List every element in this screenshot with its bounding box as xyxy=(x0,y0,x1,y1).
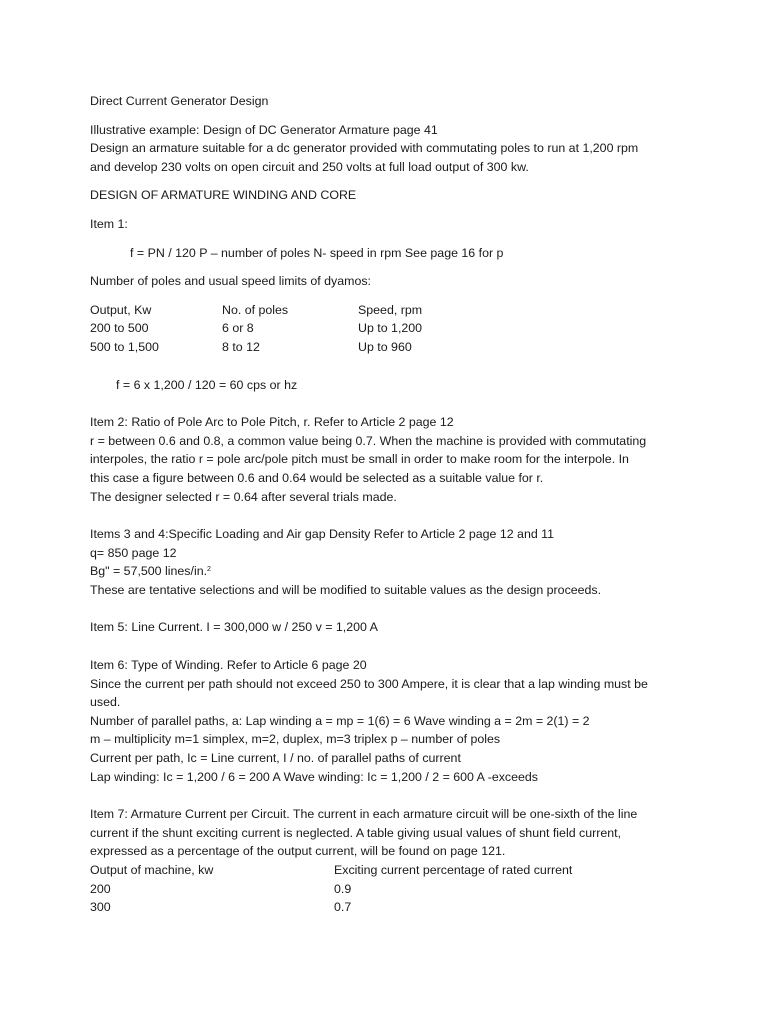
excitation-col-percent: Exciting current percentage of rated current xyxy=(334,863,573,877)
item6-line: Number of parallel paths, a: Lap winding a = mp = 1(6) = 6 Wave winding a = 2m = 2(1) = 2 xyxy=(90,713,590,728)
item5-line: Item 5: Line Current. I = 300,000 w / 250 v = 1,200 A xyxy=(90,620,378,635)
item6-line: Lap winding: Ic = 1,200 / 6 = 200 A Wave winding: Ic = 1,200 / 2 = 600 A -exceeds xyxy=(90,769,538,784)
item6-line: used. xyxy=(90,695,121,710)
poles-cell-speed: Up to 1,200 xyxy=(358,321,423,336)
excitation-table-header xyxy=(90,861,690,880)
poles-table-row xyxy=(90,338,690,357)
item2-line: The designer selected r = 0.64 after several trials made. xyxy=(90,489,397,504)
poles-col-speed: Speed, rpm xyxy=(358,302,423,317)
item3-heading: Items 3 and 4:Specific Loading and Air gap Density Refer to Article 2 page 12 and 11 xyxy=(90,527,555,542)
poles-table-intro: Number of poles and usual speed limits of dyamos: xyxy=(90,274,371,289)
poles-table-row xyxy=(90,319,690,338)
poles-cell-output: 500 to 1,500 xyxy=(90,339,159,354)
section-heading: DESIGN OF ARMATURE WINDING AND CORE xyxy=(90,188,357,203)
intro-line-1: Design an armature suitable for a dc generator provided with commutating poles to run at 1,200 rpm xyxy=(90,141,639,156)
poles-cell-output: 200 to 500 xyxy=(90,321,149,336)
excitation-col-output: Output of machine, kw xyxy=(90,863,214,877)
item6-line: Item 6: Type of Winding. Refer to Article 6 page 20 xyxy=(90,658,367,673)
poles-cell-poles: 6 or 8 xyxy=(222,321,254,336)
example-heading: Illustrative example: Design of DC Generator Armature page 41 xyxy=(90,122,438,137)
item2-line: interpoles, the ratio r = pole arc/pole pitch must be small in order to make room for the interpole. In xyxy=(90,452,629,467)
specific-loading-line: q= 850 page 12 xyxy=(90,545,177,560)
item6-line: Since the current per path should not exceed 250 to 300 Ampere, it is clear that a lap winding must be xyxy=(90,676,648,691)
excitation-cell-percent: 0.7 xyxy=(334,900,352,915)
intro-line-2: and develop 230 volts on open circuit and 250 volts at full load output of 300 kw. xyxy=(90,159,529,174)
item2-line: this case a figure between 0.6 and 0.64 would be selected as a suitable value for r. xyxy=(90,470,544,485)
poles-cell-poles: 8 to 12 xyxy=(222,339,260,354)
excitation-cell-output: 300 xyxy=(90,900,111,915)
poles-table-header xyxy=(90,301,690,320)
excitation-cell-output: 200 xyxy=(90,881,111,896)
airgap-density-value: Bg" = 57,500 lines/in. xyxy=(90,564,208,579)
item2-line: Item 2: Ratio of Pole Arc to Pole Pitch, r. Refer to Article 2 page 12 xyxy=(90,415,454,430)
item1-formula: f = PN / 120 P – number of poles N- speed in rpm See page 16 for p xyxy=(130,245,504,260)
item7-line: current if the shunt exciting current is neglected. A table giving usual values of shunt field current, xyxy=(90,825,622,840)
poles-cell-speed: Up to 960 xyxy=(358,339,412,354)
item7-line: Item 7: Armature Current per Circuit. The current in each armature circuit will be one-sixth of the line xyxy=(90,807,638,822)
poles-col-poles: No. of poles xyxy=(222,302,289,317)
item3-note: These are tentative selections and will be modified to suitable values as the design proceeds. xyxy=(90,582,602,597)
item6-line: Current per path, Ic = Line current, I / no. of parallel paths of current xyxy=(90,751,461,766)
document-title: Direct Current Generator Design xyxy=(90,94,269,108)
poles-col-output: Output, Kw xyxy=(90,302,152,317)
excitation-table-row xyxy=(90,880,690,899)
item7-line: expressed as a percentage of the output current, will be found on page 121. xyxy=(90,844,506,859)
item6-line: m – multiplicity m=1 simplex, m=2, duplex, m=3 triplex p – number of poles xyxy=(90,732,501,747)
item1-heading: Item 1: xyxy=(90,216,128,231)
excitation-table-row xyxy=(90,898,690,917)
frequency-calculation: f = 6 x 1,200 / 120 = 60 cps or hz xyxy=(116,377,298,392)
item2-line: r = between 0.6 and 0.8, a common value being 0.7. When the machine is provided with commutating xyxy=(90,433,647,448)
excitation-cell-percent: 0.9 xyxy=(334,881,352,896)
airgap-density-line xyxy=(90,562,690,581)
document-page xyxy=(90,92,690,917)
superscript-exponent: 2 xyxy=(207,566,211,574)
